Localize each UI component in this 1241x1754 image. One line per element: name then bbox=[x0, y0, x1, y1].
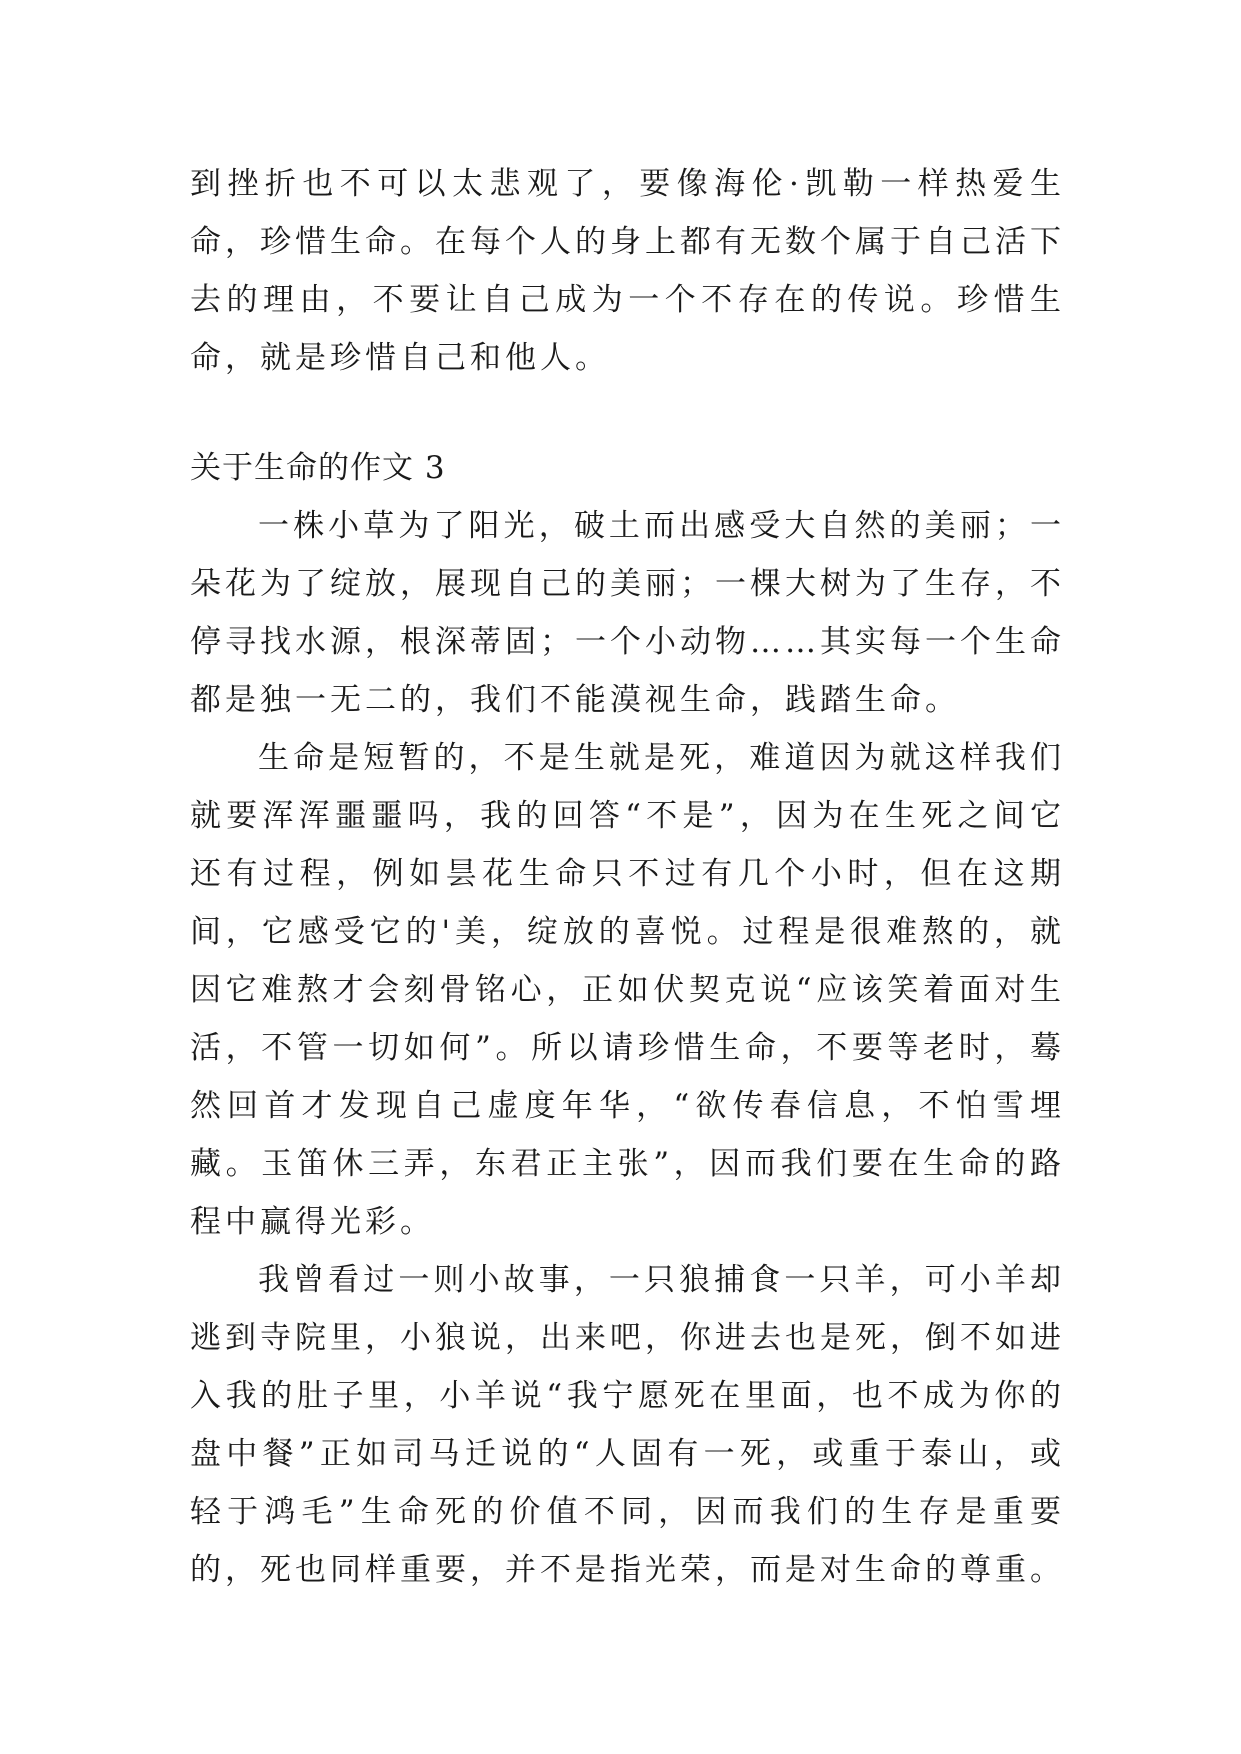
paragraph-1: 一株小草为了阳光，破土而出感受大自然的美丽；一朵花为了绽放，展现自己的美丽；一棵大树为了生存，不停寻找水源，根深蒂固；一个小动物……其实每一个生命都是独一无二的，我们不能漠视生命，践踏生命。 bbox=[190, 508, 1065, 718]
paragraph-2: 生命是短暂的，不是生就是死，难道因为就这样我们就要浑浑噩噩吗，我的回答“不是”，因为在生死之间它还有过程，例如昙花生命只不过有几个小时，但在这期间，它感受它的'美，绽放的喜悦。过程是很难熬的，就因它难熬才会刻骨铭心，正如伏契克说“应该笑着面对生活，不管一切如何”。所以请珍惜生命，不要等老时，蓦然回首才发现自己虚度年华，“欲传春信息，不怕雪埋藏。玉笛休三弄，东君正主张”，因而我们要在生命的路程中赢得光彩。 bbox=[190, 740, 1065, 1240]
paragraph-3: 我曾看过一则小故事，一只狼捕食一只羊，可小羊却逃到寺院里，小狼说，出来吧，你进去也是死，倒不如进入我的肚子里，小羊说“我宁愿死在里面，也不成为你的盘中餐”正如司马迁说的“人固有一死，或重于泰山，或轻于鸿毛”生命死的价值不同，因而我们的生存是重要的，死也同样重要，并不是指光荣，而是对生命的尊重。 bbox=[190, 1262, 1065, 1588]
intro-paragraph: 到挫折也不可以太悲观了，要像海伦·凯勒一样热爱生命，珍惜生命。在每个人的身上都有无数个属于自己活下去的理由，不要让自己成为一个不存在的传说。珍惜生命，就是珍惜自己和他人。 bbox=[190, 166, 1065, 376]
document-body bbox=[190, 155, 1065, 1599]
section-title: 关于生命的作文 3 bbox=[190, 450, 446, 486]
